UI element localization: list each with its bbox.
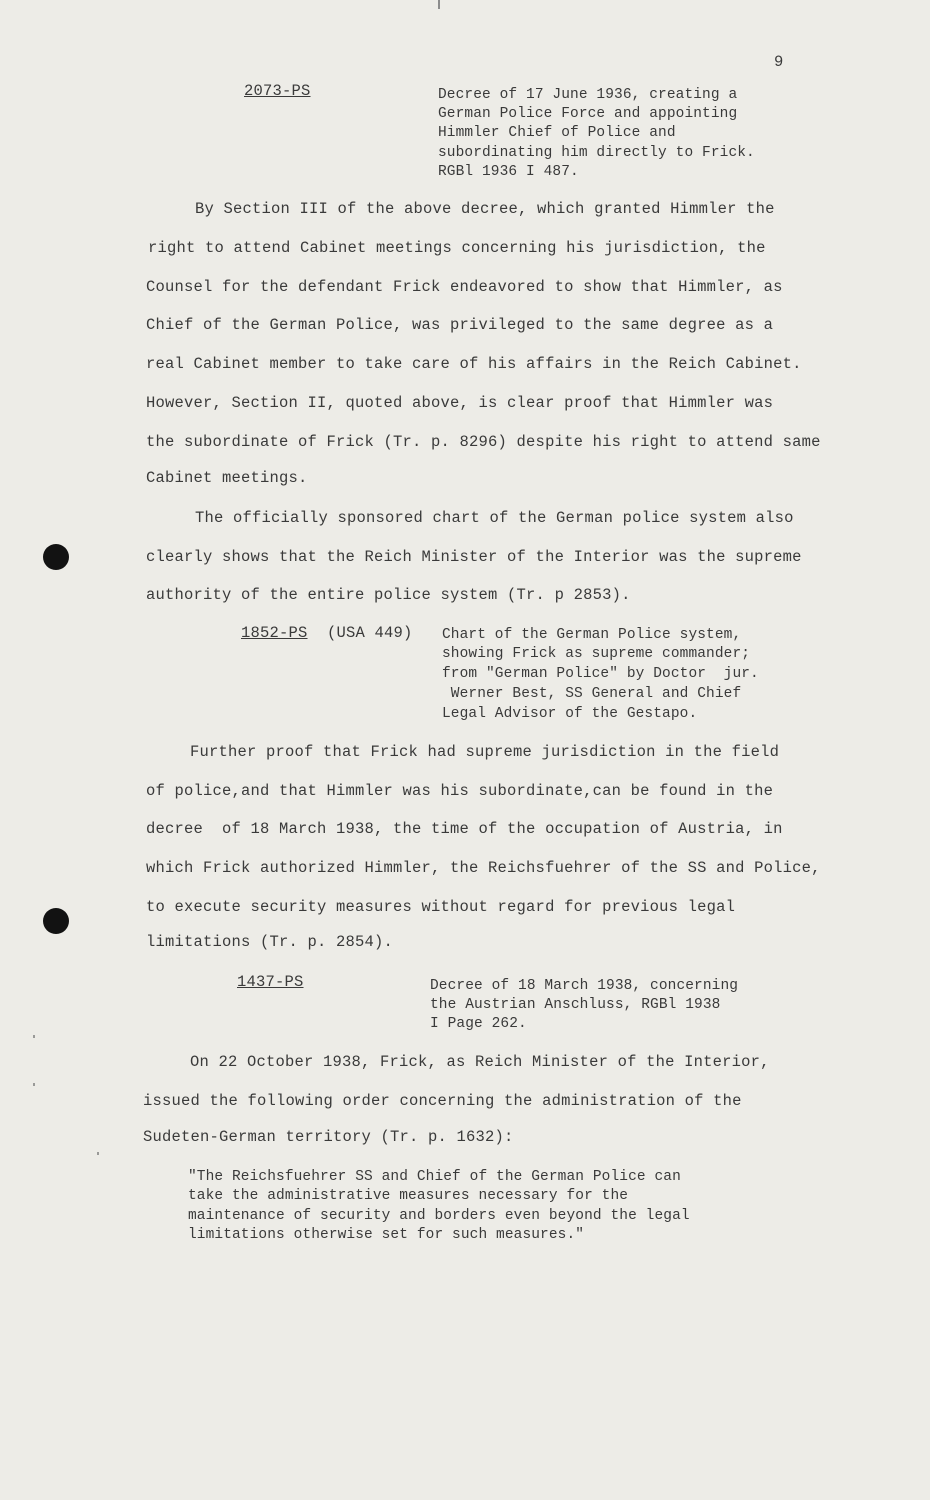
paragraph-line: issued the following order concerning the administration of the <box>143 1092 742 1110</box>
margin-speck <box>97 1152 99 1155</box>
doc-description-line: RGBl 1936 I 487. <box>438 164 579 180</box>
doc-ref-1852-ps: 1852-PS <box>241 624 308 642</box>
paragraph-line: which Frick authorized Himmler, the Reichsfuehrer of the SS and Police, <box>146 859 821 877</box>
doc-description-line: German Police Force and appointing <box>438 106 738 122</box>
doc-description-line: Werner Best, SS General and Chief <box>442 686 742 702</box>
top-edge-mark <box>438 0 440 9</box>
doc-description-line: subordinating him directly to Frick. <box>438 145 755 161</box>
doc-description-line: I Page 262. <box>430 1016 527 1032</box>
paragraph-line: right to attend Cabinet meetings concerning his jurisdiction, the <box>148 239 766 257</box>
paragraph-line: However, Section II, quoted above, is clear proof that Himmler was <box>146 394 774 412</box>
punch-hole-lower <box>43 908 69 934</box>
quotation-line: "The Reichsfuehrer SS and Chief of the German Police can <box>188 1169 681 1185</box>
quotation-line: limitations otherwise set for such measures." <box>188 1227 585 1243</box>
paragraph-line: The officially sponsored chart of the German police system also <box>195 509 794 527</box>
doc-ref-1437-ps: 1437-PS <box>237 973 304 991</box>
quotation-line: maintenance of security and borders even beyond the legal <box>188 1208 690 1224</box>
paragraph-line: By Section III of the above decree, which granted Himmler the <box>195 200 775 218</box>
exhibit-number: (USA 449) <box>327 624 413 642</box>
paragraph-line: to execute security measures without regard for previous legal <box>146 898 736 916</box>
page-number: 9 <box>774 53 784 71</box>
doc-description-line: the Austrian Anschluss, RGBl 1938 <box>430 997 721 1013</box>
paragraph-line: limitations (Tr. p. 2854). <box>146 933 394 951</box>
paragraph-line: Further proof that Frick had supreme jurisdiction in the field <box>190 743 780 761</box>
paragraph-line: Cabinet meetings. <box>146 469 308 487</box>
paragraph-line: authority of the entire police system (Tr. p 2853). <box>146 586 631 604</box>
doc-description-line: Himmler Chief of Police and <box>438 125 676 141</box>
margin-speck <box>33 1083 35 1086</box>
punch-hole-upper <box>43 544 69 570</box>
doc-description-line: Legal Advisor of the Gestapo. <box>442 706 698 722</box>
doc-description-line: showing Frick as supreme commander; <box>442 646 751 662</box>
paragraph-line: decree of 18 March 1938, the time of the occupation of Austria, in <box>146 820 783 838</box>
doc-ref-2073-ps: 2073-PS <box>244 82 311 100</box>
doc-description-line: Decree of 18 March 1938, concerning <box>430 978 739 994</box>
doc-description-line: Decree of 17 June 1936, creating a <box>438 87 738 103</box>
paragraph-line: clearly shows that the Reich Minister of the Interior was the supreme <box>146 548 802 566</box>
paragraph-line: Counsel for the defendant Frick endeavored to show that Himmler, as <box>146 278 783 296</box>
doc-description-line: from "German Police" by Doctor jur. <box>442 666 759 682</box>
paragraph-line: On 22 October 1938, Frick, as Reich Minister of the Interior, <box>190 1053 770 1071</box>
paragraph-line: real Cabinet member to take care of his affairs in the Reich Cabinet. <box>146 355 802 373</box>
paragraph-line: the subordinate of Frick (Tr. p. 8296) despite his right to attend same <box>146 433 821 451</box>
margin-speck <box>33 1035 35 1038</box>
doc-description-line: Chart of the German Police system, <box>442 627 742 643</box>
quotation-line: take the administrative measures necessary for the <box>188 1188 629 1204</box>
paragraph-line: Sudeten-German territory (Tr. p. 1632): <box>143 1128 514 1146</box>
paragraph-line: of police,and that Himmler was his subordinate,can be found in the <box>146 782 774 800</box>
paragraph-line: Chief of the German Police, was privileged to the same degree as a <box>146 316 774 334</box>
